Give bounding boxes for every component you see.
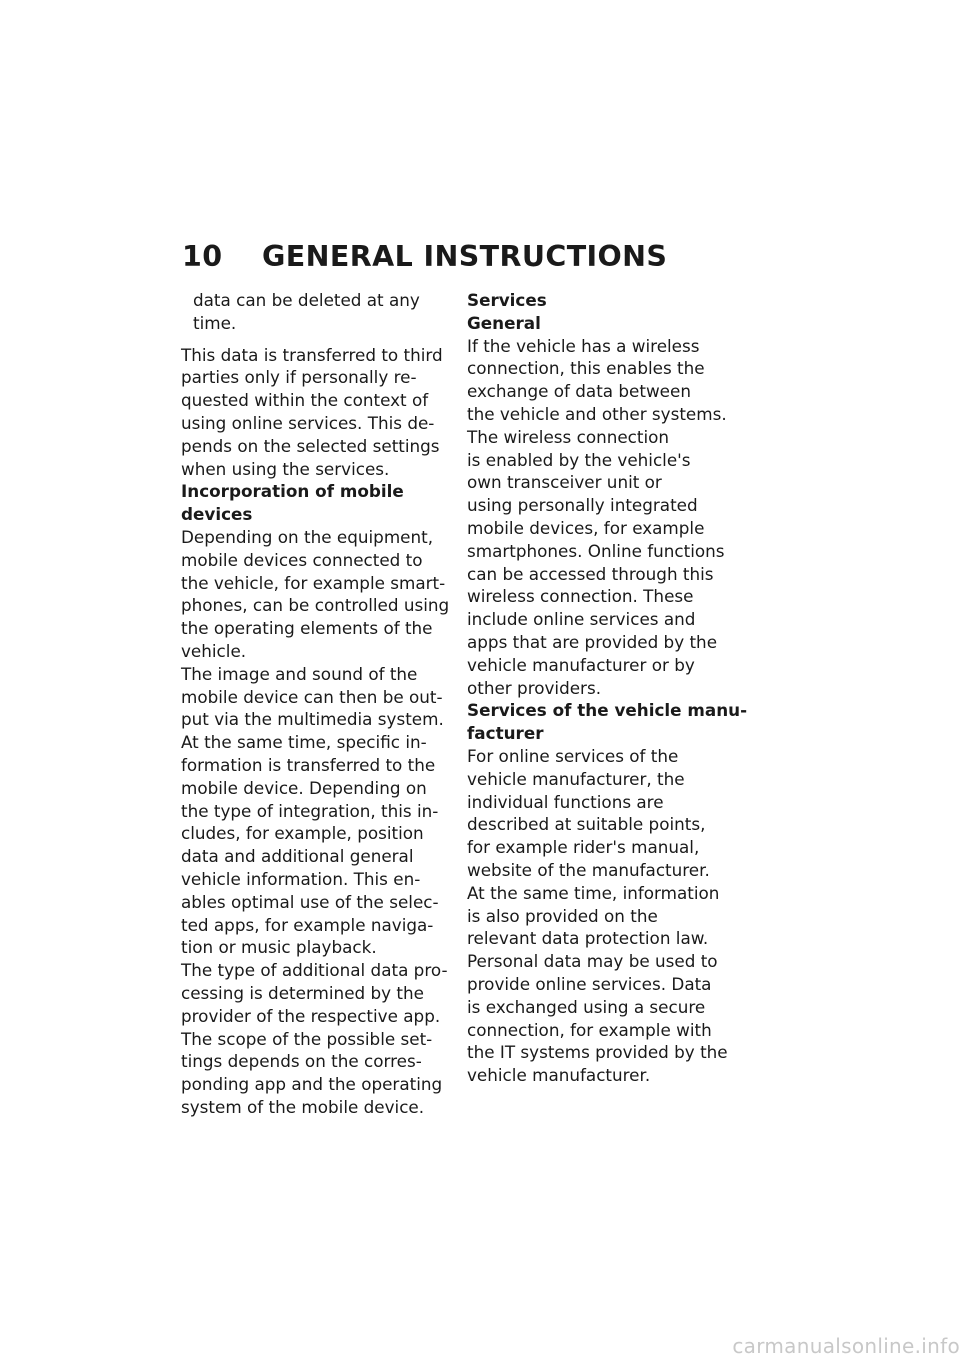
continued-list-item (181, 289, 456, 335)
text-line: The image and sound of the (181, 663, 418, 684)
text-line: vehicle manufacturer. (467, 1065, 651, 1086)
text-line: formation is transferred to the (181, 754, 436, 775)
text-line: phones, can be controlled using (181, 595, 450, 616)
text-line: devices (181, 504, 253, 525)
text-line: provide online services. Data (467, 973, 712, 994)
text-line: for example rider's manual, (467, 837, 700, 858)
text-line: ted apps, for example naviga- (181, 914, 434, 935)
text-line: vehicle information. This en- (181, 868, 421, 889)
text-line: mobile device. Depending on (181, 777, 427, 798)
text-line: cessing is determined by the (181, 982, 424, 1003)
text-line: This data is transferred to third (181, 344, 443, 365)
text-line: is also provided on the (467, 905, 658, 926)
text-line: the type of integration, this in- (181, 800, 439, 821)
text-line: pends on the selected settings (181, 435, 440, 456)
text-line: connection, this enables the (467, 358, 705, 379)
text-line: ponding app and the operating (181, 1074, 443, 1095)
heading-manufacturer-services (467, 699, 748, 745)
page-header (182, 240, 667, 273)
text-line: the operating elements of the (181, 618, 433, 639)
text-line: when using the services. (181, 458, 390, 479)
text-line: own transceiver unit or (467, 472, 662, 493)
text-line: is enabled by the vehicle's (467, 449, 691, 470)
text-line: Personal data may be used to (467, 951, 718, 972)
text-line: include online services and (467, 609, 696, 630)
text-line: Depending on the equipment, (181, 526, 434, 547)
page-number: 10 (182, 240, 223, 273)
paragraph-transfer (181, 344, 456, 481)
text-line: exchange of data between (467, 381, 691, 402)
text-line: The scope of the possible set- (181, 1028, 433, 1049)
text-line: smartphones. Online functions (467, 540, 725, 561)
text-line: The type of additional data pro- (181, 960, 448, 981)
text-line: system of the mobile device. (181, 1096, 425, 1117)
text-line: For online services of the (467, 745, 679, 766)
text-line: provider of the respective app. (181, 1005, 441, 1026)
text-line: tings depends on the corres- (181, 1051, 422, 1072)
text-line: other providers. (467, 677, 602, 698)
text-line: the IT systems provided by the (467, 1042, 728, 1063)
text-line: The wireless connection (467, 426, 670, 447)
text-line: the vehicle, for example smart- (181, 572, 446, 593)
text-line: ables optimal use of the selec- (181, 891, 439, 912)
text-line: At the same time, information (467, 882, 720, 903)
left-column (181, 289, 456, 1119)
chapter-title: GENERAL INSTRUCTIONS (262, 240, 668, 273)
text-line: using online services. This de- (181, 412, 435, 433)
paragraph-wireless (467, 335, 737, 700)
text-line: relevant data protection law. (467, 928, 709, 949)
text-line: mobile device can then be out- (181, 686, 443, 707)
text-line: mobile devices connected to (181, 549, 423, 570)
text-line: mobile devices, for example (467, 517, 705, 538)
text-line: wireless connection. These (467, 586, 694, 607)
paragraph-equipment (181, 526, 456, 663)
text-line: Services of the vehicle manu- (467, 700, 748, 721)
text-line: If the vehicle has a wireless (467, 335, 700, 356)
text-line: data can be deleted at any (193, 290, 420, 310)
text-line: connection, for example with (467, 1019, 712, 1040)
text-line: is exchanged using a secure (467, 996, 706, 1017)
text-line: vehicle. (181, 640, 247, 661)
text-line: the vehicle and other systems. (467, 403, 727, 424)
text-line: tion or music playback. (181, 937, 377, 958)
text-line: put via the multimedia system. (181, 709, 444, 730)
text-line: vehicle manufacturer, the (467, 768, 685, 789)
text-line: At the same time, specific in- (181, 732, 427, 753)
text-line: apps that are provided by the (467, 631, 718, 652)
text-line: facturer (467, 723, 544, 744)
text-line: Incorporation of mobile (181, 481, 404, 502)
text-line: quested within the context of (181, 390, 429, 411)
heading-general: General (467, 312, 541, 333)
text-line: cludes, for example, position (181, 823, 424, 844)
text-line: using personally integrated (467, 495, 698, 516)
right-column (467, 289, 748, 1087)
text-line: website of the manufacturer. (467, 859, 710, 880)
paragraph-processing (181, 959, 456, 1119)
text-line: time. (193, 312, 237, 333)
heading-incorporation (181, 480, 456, 526)
text-line: vehicle manufacturer or by (467, 654, 695, 675)
paragraph-image-sound (181, 663, 456, 959)
text-line: data and additional general (181, 846, 414, 867)
text-line: individual functions are (467, 791, 664, 812)
heading-services: Services (467, 290, 547, 310)
text-line: can be accessed through this (467, 563, 714, 584)
paragraph-manufacturer (467, 745, 737, 1087)
text-line: parties only if personally re- (181, 367, 417, 388)
text-line: described at suitable points, (467, 814, 706, 835)
watermark: carmanualsonline.info (732, 1334, 960, 1358)
